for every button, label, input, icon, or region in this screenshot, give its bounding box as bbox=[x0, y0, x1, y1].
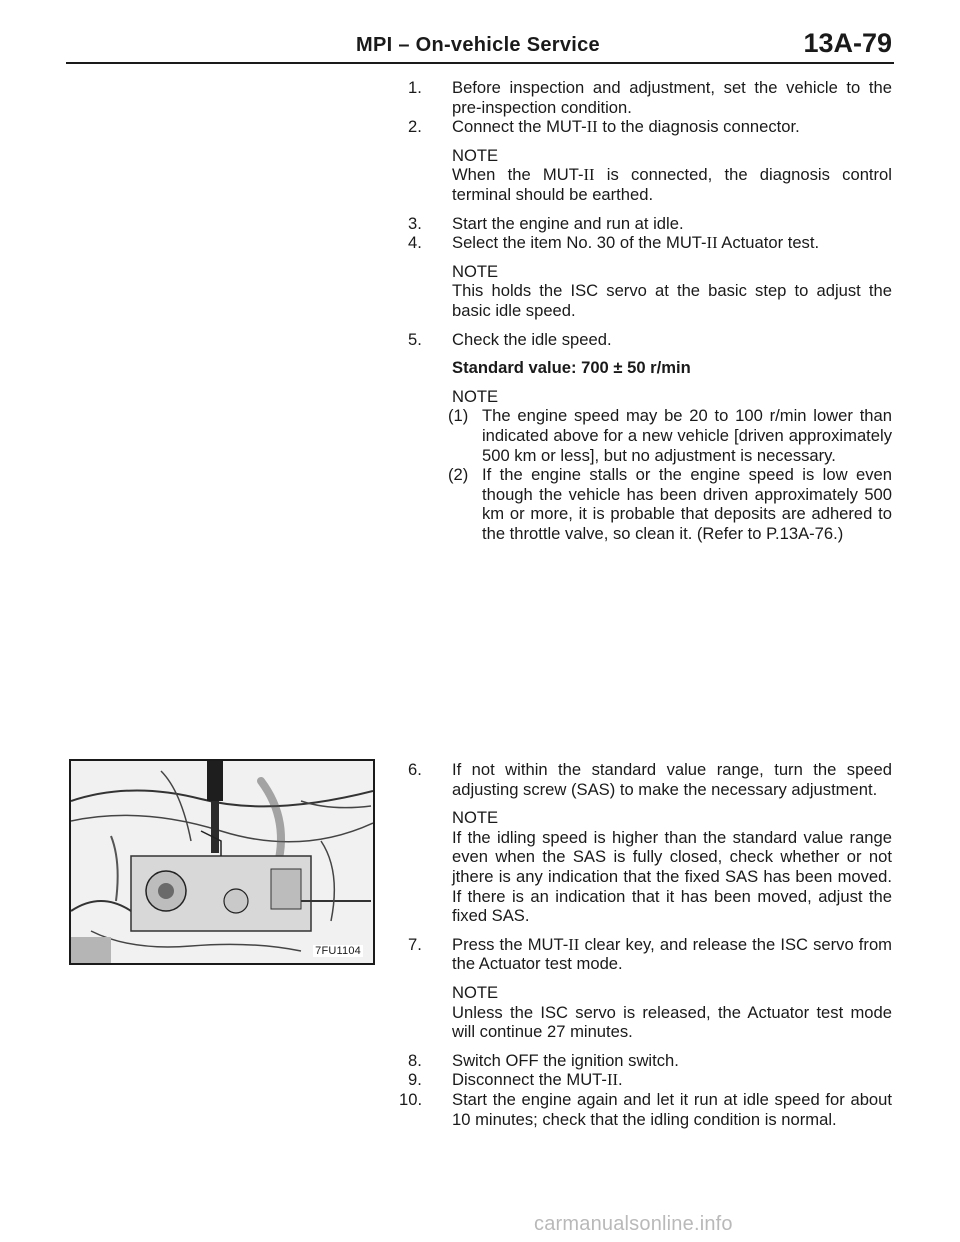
step-10: 10. Start the engine again and let it run at idle speed for about 10 minutes; check that the idling condition is normal. bbox=[399, 1089, 892, 1129]
step-4: 4. Select the item No. 30 of the MUT-II Actuator test. bbox=[408, 233, 820, 253]
standard-value: Standard value: 700 ± 50 r/min bbox=[452, 358, 691, 378]
step-8: 8. Switch OFF the ignition switch. bbox=[408, 1050, 679, 1070]
note-label: NOTE bbox=[452, 982, 499, 1002]
step-6: 6. If not within the standard value range, turn the speed adjusting screw (SAS) to make the necessary adjustment. bbox=[408, 760, 892, 799]
illustration-drawing bbox=[71, 761, 373, 963]
note-label: NOTE bbox=[452, 808, 499, 828]
note-text: If the idling speed is higher than the standard value range even when the SAS is fully closed, check whether or not jthere is any indication that the fixed SAS has been moved. If there is an indication that it has been moved, adjust the fixed SAS. bbox=[452, 827, 892, 926]
page-number: 13A-79 bbox=[803, 28, 892, 58]
note-item-1: (1) The engine speed may be 20 to 100 r/min lower than indicated above for a new vehicle [driven approximately 500 km or less], but no adjustment is necessary. bbox=[448, 406, 892, 465]
step-5: 5. Check the idle speed. bbox=[408, 329, 612, 349]
note-label: NOTE bbox=[452, 386, 499, 406]
step-7: 7. Press the MUT-II clear key, and release the ISC servo from the Actuator test mode. bbox=[408, 934, 892, 974]
figure-code: 7FU1104 bbox=[315, 945, 361, 957]
step-2: 2. Connect the MUT-II to the diagnosis connector. bbox=[408, 117, 800, 137]
watermark: carmanualsonline.info bbox=[534, 1213, 733, 1235]
procedure-part-1 bbox=[408, 78, 892, 543]
section-title: MPI – On-vehicle Service bbox=[356, 34, 600, 56]
note-item-2: (2) If the engine stalls or the engine speed is low even though the vehicle has been driven approximately 500 km or more, it is probable that deposits are adhered to the throttle valve, so clean it. (Refer to P.13A-76.) bbox=[448, 465, 892, 543]
step-1: 1. Before inspection and adjustment, set the vehicle to the pre-inspection condition. bbox=[408, 78, 892, 117]
step-3: 3. Start the engine and run at idle. bbox=[408, 213, 684, 233]
note-text: Unless the ISC servo is released, the Actuator test mode will continue 27 minutes. bbox=[452, 1002, 892, 1042]
note-text: This holds the ISC servo at the basic step to adjust the basic idle speed. bbox=[452, 281, 892, 320]
step-9: 9. Disconnect the MUT-II. bbox=[408, 1070, 623, 1090]
engine-illustration bbox=[69, 759, 375, 965]
note-label: NOTE bbox=[452, 261, 499, 281]
note-text: When the MUT-II is connected, the diagnosis control terminal should be earthed. bbox=[452, 165, 892, 204]
procedure-part-2 bbox=[399, 760, 892, 1129]
note-label: NOTE bbox=[452, 145, 499, 165]
page-header bbox=[66, 28, 894, 64]
